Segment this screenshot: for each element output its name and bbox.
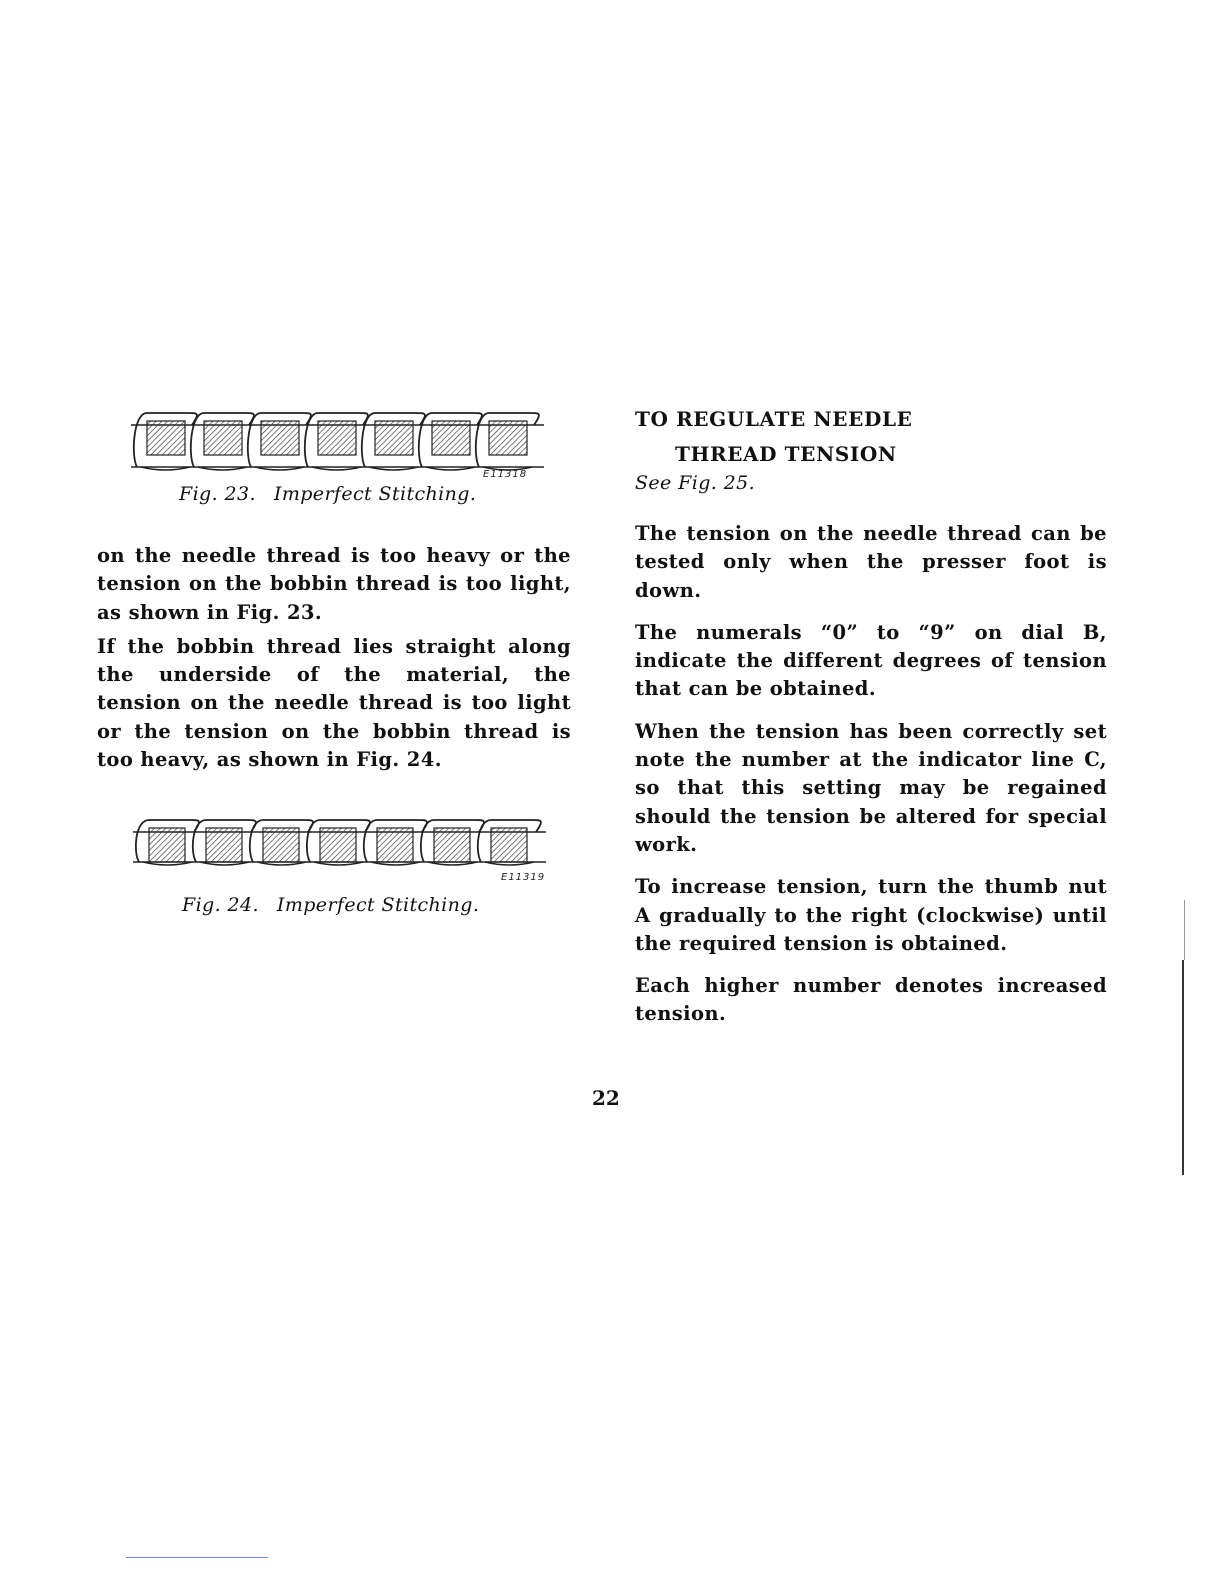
- paragraph: The tension on the needle thread can be tested only when the presser foot is down.: [635, 522, 1107, 602]
- stitch-block: [489, 421, 527, 455]
- stitch-block: [377, 828, 413, 862]
- figure-title: Imperfect Stitching.: [276, 894, 480, 917]
- right-column: [635, 402, 1107, 1029]
- stitch-diagram-24: [97, 806, 571, 886]
- stitch-block: [375, 421, 413, 455]
- heading-line-1: TO REGULATE NEEDLE: [635, 407, 913, 431]
- scan-artifact-line: [1182, 960, 1184, 1175]
- figure-caption: [182, 894, 479, 916]
- heading-line-2: THREAD TENSION: [675, 442, 897, 466]
- figure-caption: [179, 483, 476, 505]
- stitch-block: [320, 828, 356, 862]
- stitch-block: [204, 421, 242, 455]
- section-heading: [635, 402, 1107, 472]
- paragraph: on the needle thread is too heavy or the tension on the bobbin thread is too light, as shown in Fig. 23.: [97, 544, 571, 624]
- figure-code: E11318: [483, 469, 528, 480]
- paragraph: Each higher number denotes increased tension.: [635, 974, 1107, 1026]
- scan-artifact-line: [1184, 900, 1185, 960]
- stitch-block: [318, 421, 356, 455]
- figure-reference: Fig. 24.: [356, 748, 442, 772]
- stitch-block: [149, 828, 185, 862]
- stitch-block: [432, 421, 470, 455]
- see-reference: See Fig. 25.: [635, 472, 756, 494]
- scan-artifact-rule: [126, 1557, 268, 1558]
- paragraph: If the bobbin thread lies straight along the underside of the material, the tension on the needle thread is too light or the tension on the bobbin thread is too heavy, as shown in Fig. 24.: [97, 634, 571, 772]
- stitch-block: [206, 828, 242, 862]
- figure-23: [97, 395, 571, 510]
- figure-title: Imperfect Stitching.: [273, 483, 477, 505]
- stitch-block: [434, 828, 470, 862]
- paragraph: To increase tension, turn the thumb nut A gradually to the right (clockwise) until the required tension is obtained.: [635, 875, 1107, 955]
- figure-code: E11319: [501, 872, 546, 884]
- stitch-diagram-23: [97, 395, 571, 480]
- stitch-block: [147, 421, 185, 455]
- figure-reference: Fig. 23.: [236, 600, 323, 624]
- figure-number: Fig. 24.: [182, 894, 259, 917]
- stitch-block: [261, 421, 299, 455]
- paragraph: The numerals “0” to “9” on dial B, indicate the different degrees of tension that can be obtained.: [635, 620, 1107, 701]
- figure-number: Fig. 23.: [179, 483, 256, 505]
- left-column: [97, 395, 571, 916]
- page-number: 22: [592, 1086, 620, 1110]
- paragraph: When the tension has been correctly set note the number at the indicator line C, so that this setting may be regained should the tension be altered for special work.: [635, 719, 1107, 856]
- stitch-block: [263, 828, 299, 862]
- stitch-block: [491, 828, 527, 862]
- figure-24: [97, 806, 571, 916]
